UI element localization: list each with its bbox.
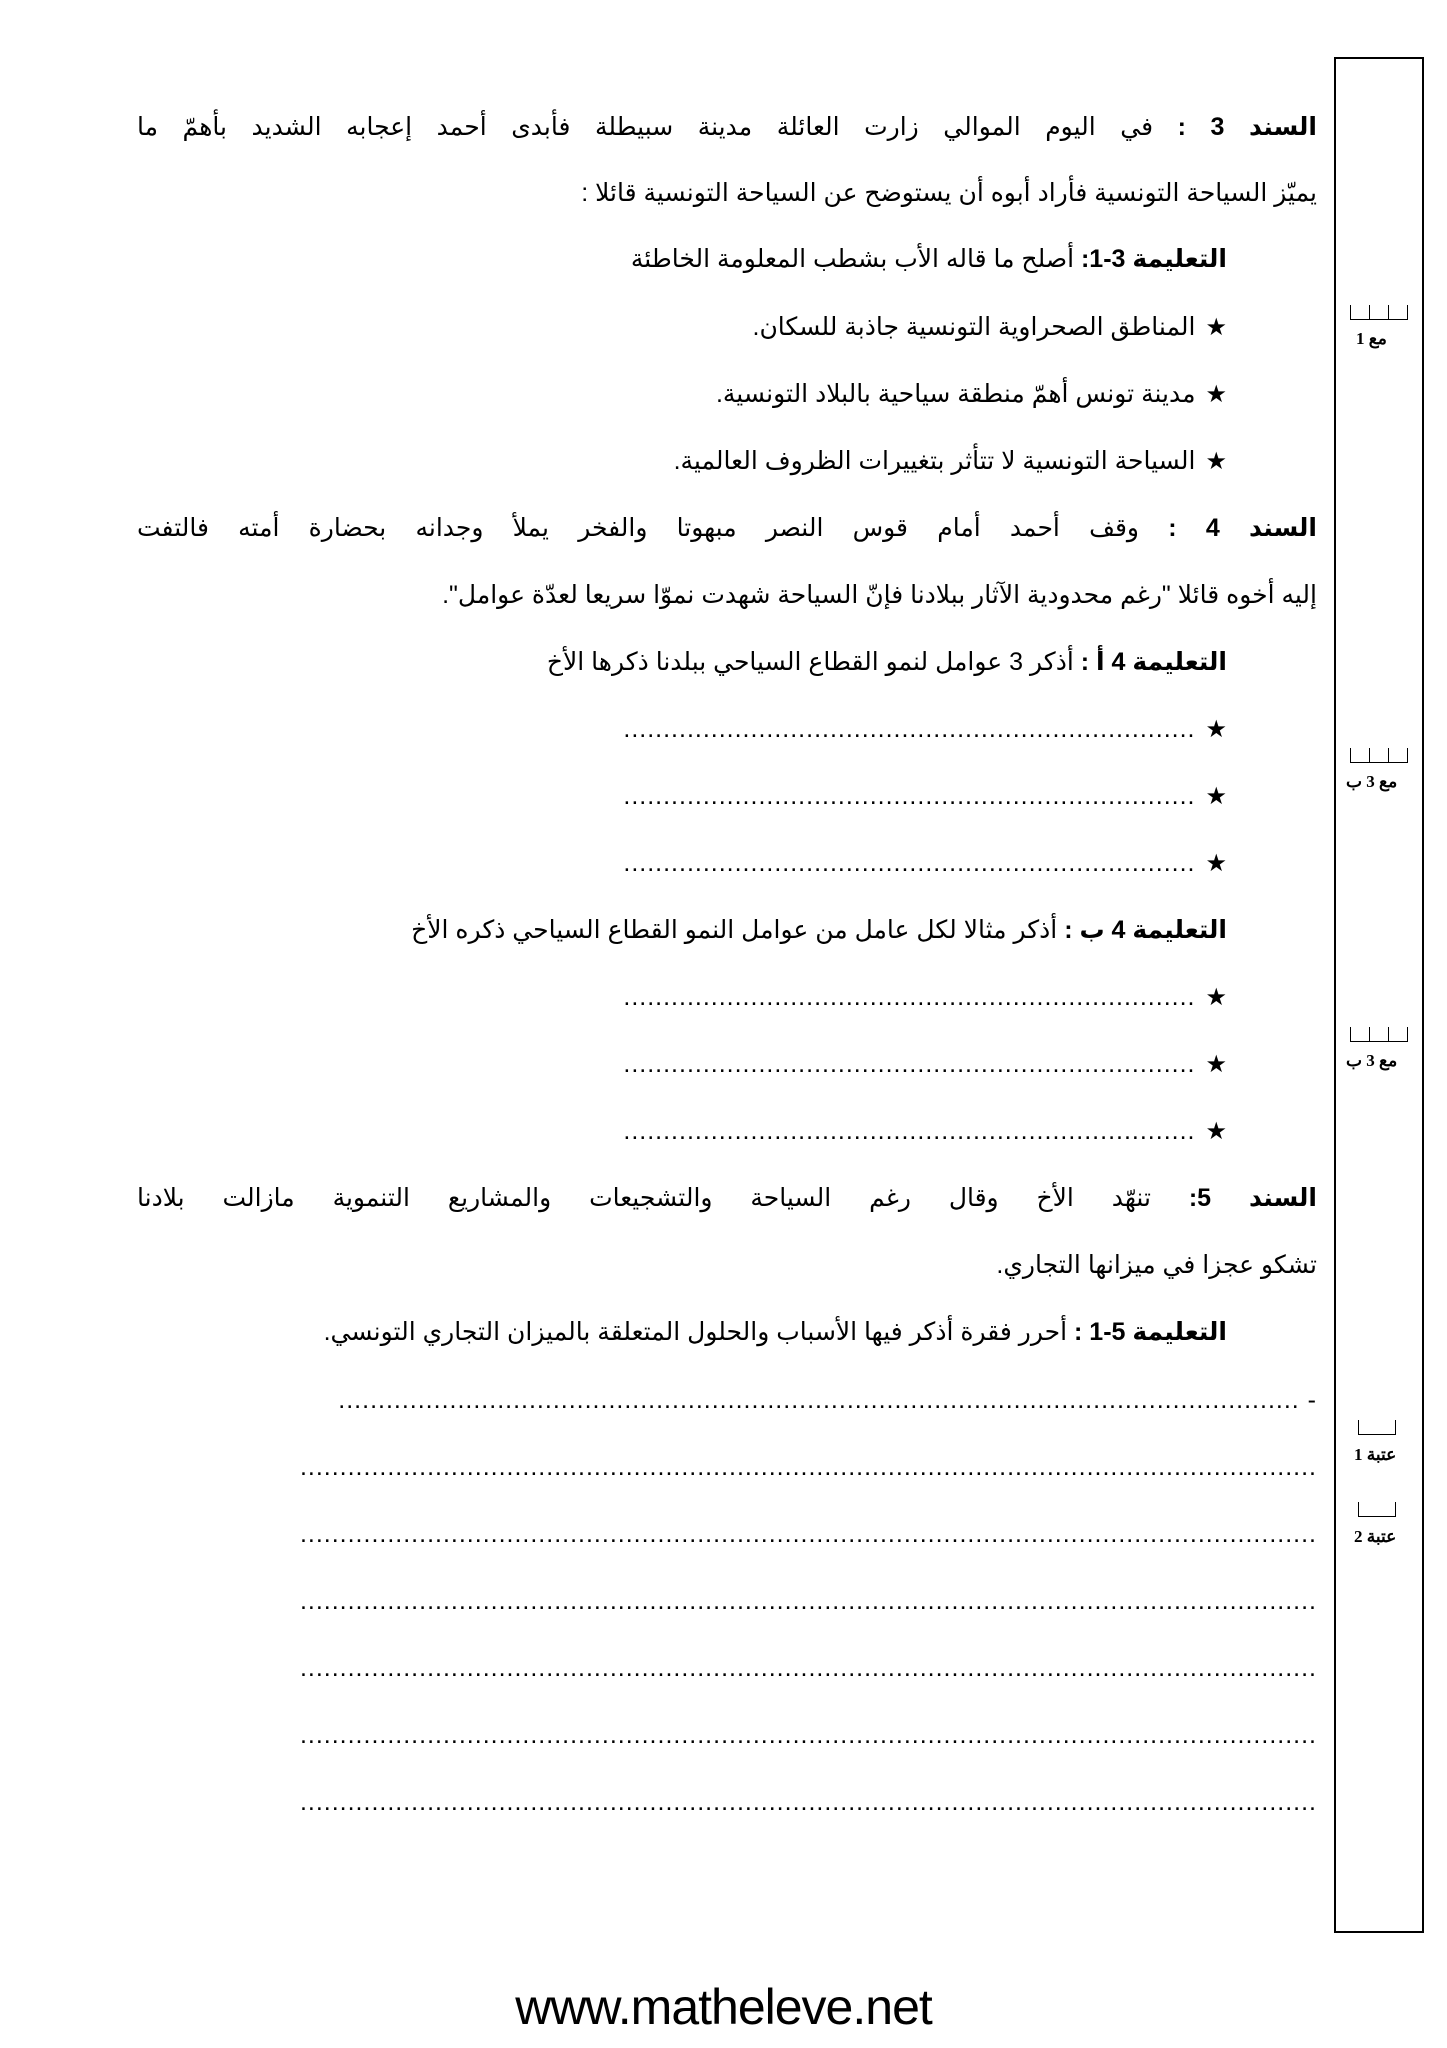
star-icon: ★	[1205, 381, 1227, 408]
answer-line[interactable]: ★........................................................................	[47, 846, 1227, 881]
sanad-3-text-2: يميّز السياحة التونسية فأراد أبوه أن يستوضح عن السياحة التونسية قائلا :	[581, 179, 1317, 207]
answer-line[interactable]: ★........................................................................	[47, 712, 1227, 747]
star-icon: ★	[1205, 850, 1227, 877]
sanad-5-line-1	[137, 1181, 1317, 1215]
talima-4a	[47, 645, 1227, 679]
answer-line[interactable]: ★........................................................................	[47, 779, 1227, 814]
answer-line[interactable]: ★........................................................................	[47, 980, 1227, 1015]
score-box[interactable]	[1350, 748, 1408, 763]
answer-line[interactable]: ................................................................................................................................	[299, 1587, 1317, 1615]
sanad-3-line-2	[137, 176, 1317, 210]
threshold-label: عتبة 2	[1354, 1527, 1397, 1546]
talima-3-1	[47, 242, 1227, 276]
sanad-3-line-1	[137, 110, 1317, 144]
score-box[interactable]	[1358, 1420, 1396, 1435]
list-item: ★المناطق الصحراوية التونسية جاذبة للسكان.	[47, 310, 1227, 345]
talima-5-1-text: أحرر فقرة أذكر فيها الأسباب والحلول المتعلقة بالميزان التجاري التونسي.	[323, 1318, 1068, 1346]
answer-line[interactable]: ★........................................................................	[47, 1114, 1227, 1149]
list-item: ★مدينة تونس أهمّ منطقة سياحية بالبلاد التونسية.	[47, 377, 1227, 412]
star-icon: ★	[1205, 984, 1227, 1011]
talima-3-1-label: التعليمة 3-1:	[1080, 245, 1227, 273]
sanad-4-line-1	[137, 511, 1317, 545]
score-box[interactable]	[1358, 1502, 1396, 1517]
talima-4a-label: التعليمة 4 أ :	[1080, 648, 1227, 676]
talima-4a-text: أذكر 3 عوامل لنمو القطاع السياحي ببلدنا ذكرها الأخ	[546, 648, 1074, 676]
sanad-4-text-1: وقف أحمد أمام قوس النصر مبهوتا والفخر يملأ وجدانه بحضارة أمته فالتفت	[137, 514, 1140, 542]
star-icon: ★	[1205, 1118, 1227, 1145]
answer-line[interactable]: ★........................................................................	[47, 1047, 1227, 1082]
answer-line[interactable]: ................................................................................................................................	[299, 1788, 1317, 1816]
talima-4b	[47, 913, 1227, 947]
star-icon: ★	[1205, 783, 1227, 810]
criterion-label: مع 1	[1356, 329, 1387, 348]
sanad-3-label: السند 3 :	[1177, 113, 1318, 141]
talima-4b-text: أذكر مثالا لكل عامل من عوامل النمو القطاع السياحي ذكره الأخ	[411, 916, 1058, 944]
sanad-5-text-2: تشكو عجزا في ميزانها التجاري.	[996, 1251, 1317, 1279]
answer-line[interactable]: ................................................................................................................................	[299, 1721, 1317, 1749]
sanad-4-text-2: إليه أخوه قائلا "رغم محدودية الآثار ببلادنا فإنّ السياحة شهدت نموّا سريعا لعدّة عوامل".	[442, 581, 1317, 609]
answer-line[interactable]: - .........................................................................................................................	[338, 1386, 1317, 1414]
talima-5-1-label: التعليمة 5-1 :	[1074, 1318, 1227, 1346]
talima-4b-label: التعليمة 4 ب :	[1064, 916, 1227, 944]
threshold-label: عتبة 1	[1354, 1445, 1397, 1464]
star-icon: ★	[1205, 1051, 1227, 1078]
star-icon: ★	[1205, 314, 1227, 341]
score-box[interactable]	[1350, 305, 1408, 320]
sanad-4-label: السند 4 :	[1168, 514, 1317, 542]
sanad-4-line-2	[137, 578, 1317, 612]
criterion-label: مع 3 ب	[1346, 772, 1398, 791]
grading-margin	[1334, 57, 1424, 1933]
sanad-3-text-1: في اليوم الموالي زارت العائلة مدينة سبيطلة فأبدى أحمد إعجابه الشديد بأهمّ ما	[137, 113, 1154, 141]
star-icon: ★	[1205, 716, 1227, 743]
talima-5-1	[47, 1315, 1227, 1349]
answer-line[interactable]: ................................................................................................................................	[299, 1520, 1317, 1548]
sanad-5-label: السند 5:	[1188, 1184, 1317, 1212]
answer-line[interactable]: ................................................................................................................................	[299, 1453, 1317, 1481]
score-box[interactable]	[1350, 1027, 1408, 1042]
star-icon: ★	[1205, 448, 1227, 475]
sanad-5-text-1: تنهّد الأخ وقال رغم السياحة والتشجيعات والمشاريع التنموية مازالت بلادنا	[137, 1184, 1151, 1212]
site-url: www.matheleve.net	[515, 1979, 932, 2035]
criterion-label: مع 3 ب	[1346, 1051, 1398, 1070]
talima-3-1-text: أصلح ما قاله الأب بشطب المعلومة الخاطئة	[630, 245, 1075, 273]
sanad-5-line-2	[137, 1248, 1317, 1282]
list-item: ★السياحة التونسية لا تتأثر بتغييرات الظروف العالمية.	[47, 444, 1227, 479]
answer-line[interactable]: ................................................................................................................................	[299, 1654, 1317, 1682]
